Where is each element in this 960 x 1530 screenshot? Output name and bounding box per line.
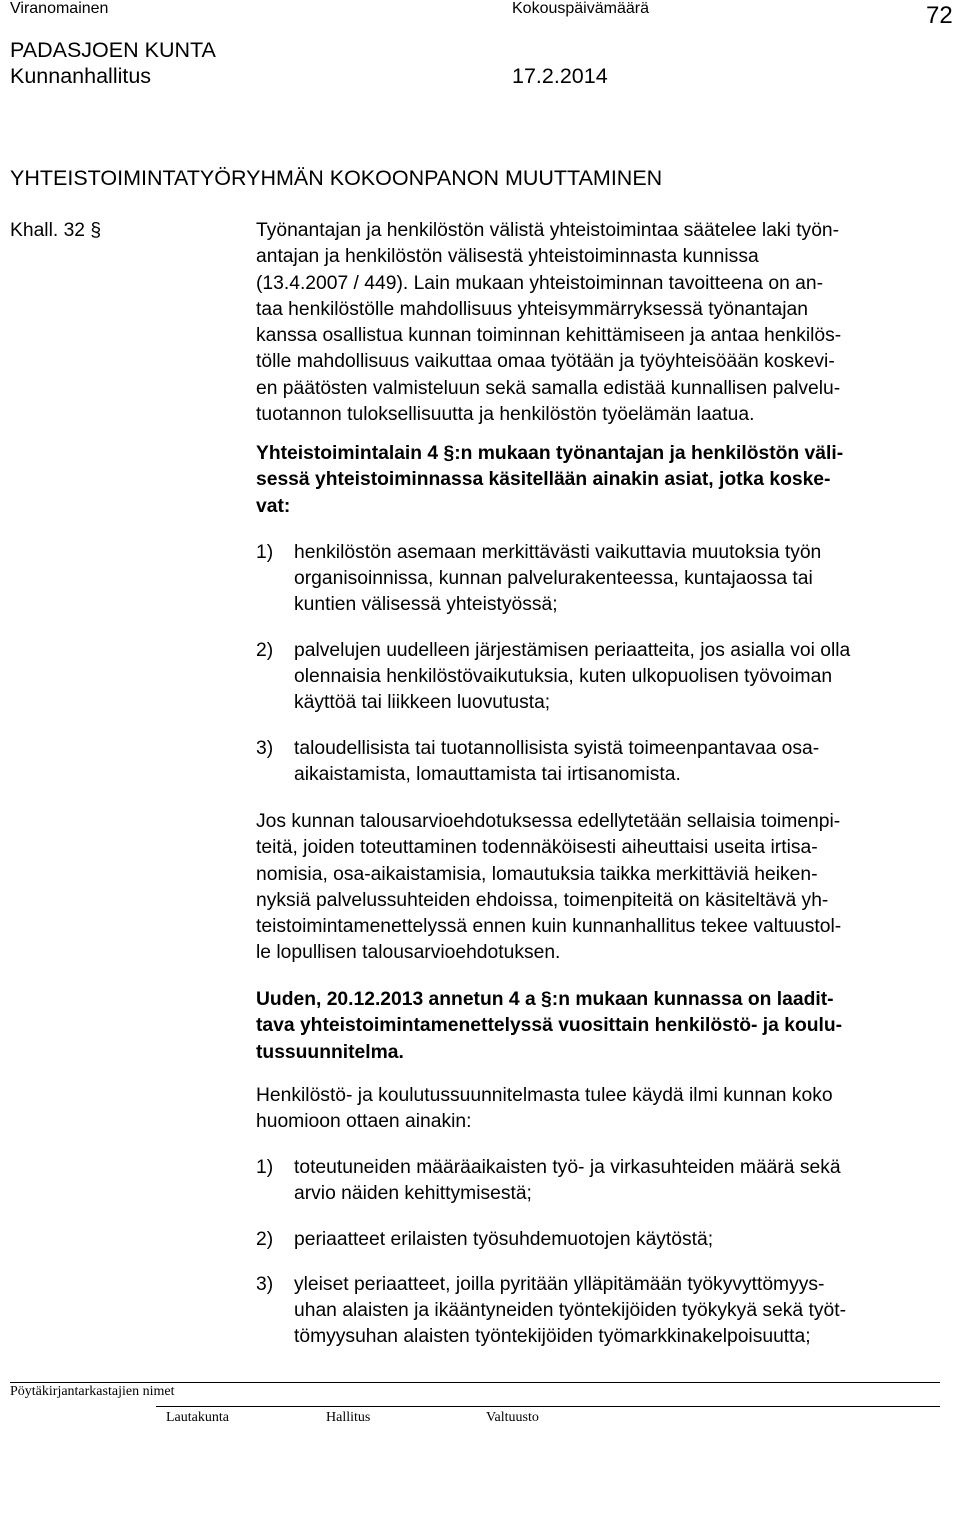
- page-number: 72: [926, 2, 953, 29]
- text-line: antajan ja henkilöstön välisestä yhteistoiminnasta kunnissa: [256, 246, 759, 268]
- text-line: tuotannon tuloksellisuutta ja henkilöstön työelämän laatua.: [256, 404, 755, 426]
- text-line: taa henkilöstölle mahdollisuus yhteisymmärryksessä työnantajan: [256, 298, 808, 320]
- list-item: taloudellisista tai tuotannollisista syistä toimeenpantavaa osa- aikaistamista, lomauttamista tai irtisanomista.: [294, 738, 820, 786]
- list-number: 3): [256, 738, 274, 759]
- text-line: Yhteistoimintalain 4 §:n mukaan työnantajan ja henkilöstön väli-: [256, 443, 844, 464]
- text-line: nomisia, osa-aikaistamisia, lomautuksia taikka merkittäviä heiken-: [256, 863, 818, 885]
- text-line: tölle mahdollisuus vaikuttaa omaa työtään ja työyhteisöään koskevi-: [256, 351, 835, 373]
- intro-paragraph: [256, 218, 956, 428]
- organization-name: PADASJOEN KUNTA: [10, 38, 216, 62]
- plan-paragraph: [256, 1083, 956, 1136]
- list-item: henkilöstön asemaan merkittävästi vaikuttavia muutoksia työn organisoinnissa, kunnan palvelurakenteessa, kuntajaossa tai kuntien välisessä yhteistyössä;: [294, 542, 822, 616]
- meeting-body: Kunnanhallitus: [10, 64, 152, 88]
- case-reference: Khall. 32 §: [10, 220, 102, 241]
- list-item: periaatteet erilaisten työsuhdemuotojen käytöstä;: [294, 1229, 714, 1250]
- text-line: tava yhteistoimintamenettelyssä vuosittain henkilöstö- ja koulu-: [256, 1015, 843, 1037]
- list-item: palvelujen uudelleen järjestämisen periaatteita, jos asialla voi olla olennaisia henkilöstövaikutuksia, kuten ulkopuolisen työvoiman käyttöä tai liikkeen luovutusta;: [294, 640, 851, 714]
- list-number: 2): [256, 1229, 274, 1250]
- text-line: tussuunnitelma.: [256, 1041, 404, 1063]
- text-line: vat:: [256, 495, 291, 517]
- text-line: nyksiä palvelussuhteiden ehdoissa, toimenpiteitä on käsiteltävä yh-: [256, 889, 829, 911]
- list-item: toteutuneiden määräaikaisten työ- ja virkasuhteiden määrä sekä arvio näiden kehittymisestä;: [294, 1157, 841, 1205]
- list-item: yleiset periaatteet, joilla pyritään ylläpitämään työkyvyttömyys- uhan alaisten ja ikääntyneiden työntekijöiden työkykyä sekä työt- tömyysuhan alaisten työntekijöiden työmarkkinakelpoisuutta;: [294, 1274, 846, 1348]
- footer-divider: [10, 1382, 940, 1383]
- text-line: kanssa osallistua kunnan toiminnan kehittämiseen ja antaa henkilös-: [256, 325, 842, 347]
- signature-lautakunta: Lautakunta: [166, 1410, 229, 1425]
- document-title: YHTEISTOIMINTATYÖRYHMÄN KOKOONPANON MUUTTAMINEN: [10, 166, 663, 190]
- signature-valtuusto: Valtuusto: [486, 1410, 539, 1425]
- text-line: Työnantajan ja henkilöstön välistä yhteistoimintaa säätelee laki työn-: [256, 220, 840, 241]
- text-line: (13.4.2007 / 449). Lain mukaan yhteistoiminnan tavoitteena on an-: [256, 272, 824, 294]
- text-line: Jos kunnan talousarvioehdotuksessa edellytetään sellaisia toimenpi-: [256, 811, 841, 832]
- text-line: teitä, joiden toteuttaminen todennäköisesti aiheuttaisi useita irtisa-: [256, 837, 818, 859]
- list-number: 3): [256, 1274, 274, 1295]
- budget-paragraph: [256, 809, 956, 967]
- list-number: 1): [256, 1157, 274, 1178]
- text-line: le lopullisen talousarvioehdotuksen.: [256, 942, 561, 964]
- text-line: en päätösten valmisteluun sekä samalla edistää kunnallisen palvelu-: [256, 377, 841, 399]
- list-number: 1): [256, 542, 274, 563]
- text-line: teistoimintamenettelyssä ennen kuin kunnanhallitus tekee valtuustol-: [256, 916, 842, 938]
- law-heading: [256, 441, 956, 520]
- signature-hallitus: Hallitus: [326, 1410, 371, 1425]
- text-line: huomioon ottaen ainakin:: [256, 1111, 472, 1133]
- signature-divider: [156, 1406, 940, 1407]
- meeting-date: 17.2.2014: [512, 64, 608, 88]
- date-label: Kokouspäivämäärä: [512, 0, 649, 17]
- new-law-paragraph: [256, 987, 956, 1066]
- verifiers-label: Pöytäkirjantarkastajien nimet: [10, 1384, 175, 1399]
- text-line: Uuden, 20.12.2013 annetun 4 a §:n mukaan kunnassa on laadit-: [256, 989, 834, 1010]
- text-line: sessä yhteistoiminnassa käsitellään ainakin asiat, jotka koske-: [256, 469, 831, 491]
- text-line: Henkilöstö- ja koulutussuunnitelmasta tulee käydä ilmi kunnan koko: [256, 1085, 833, 1106]
- list-number: 2): [256, 640, 274, 661]
- author-label: Viranomainen: [10, 0, 109, 17]
